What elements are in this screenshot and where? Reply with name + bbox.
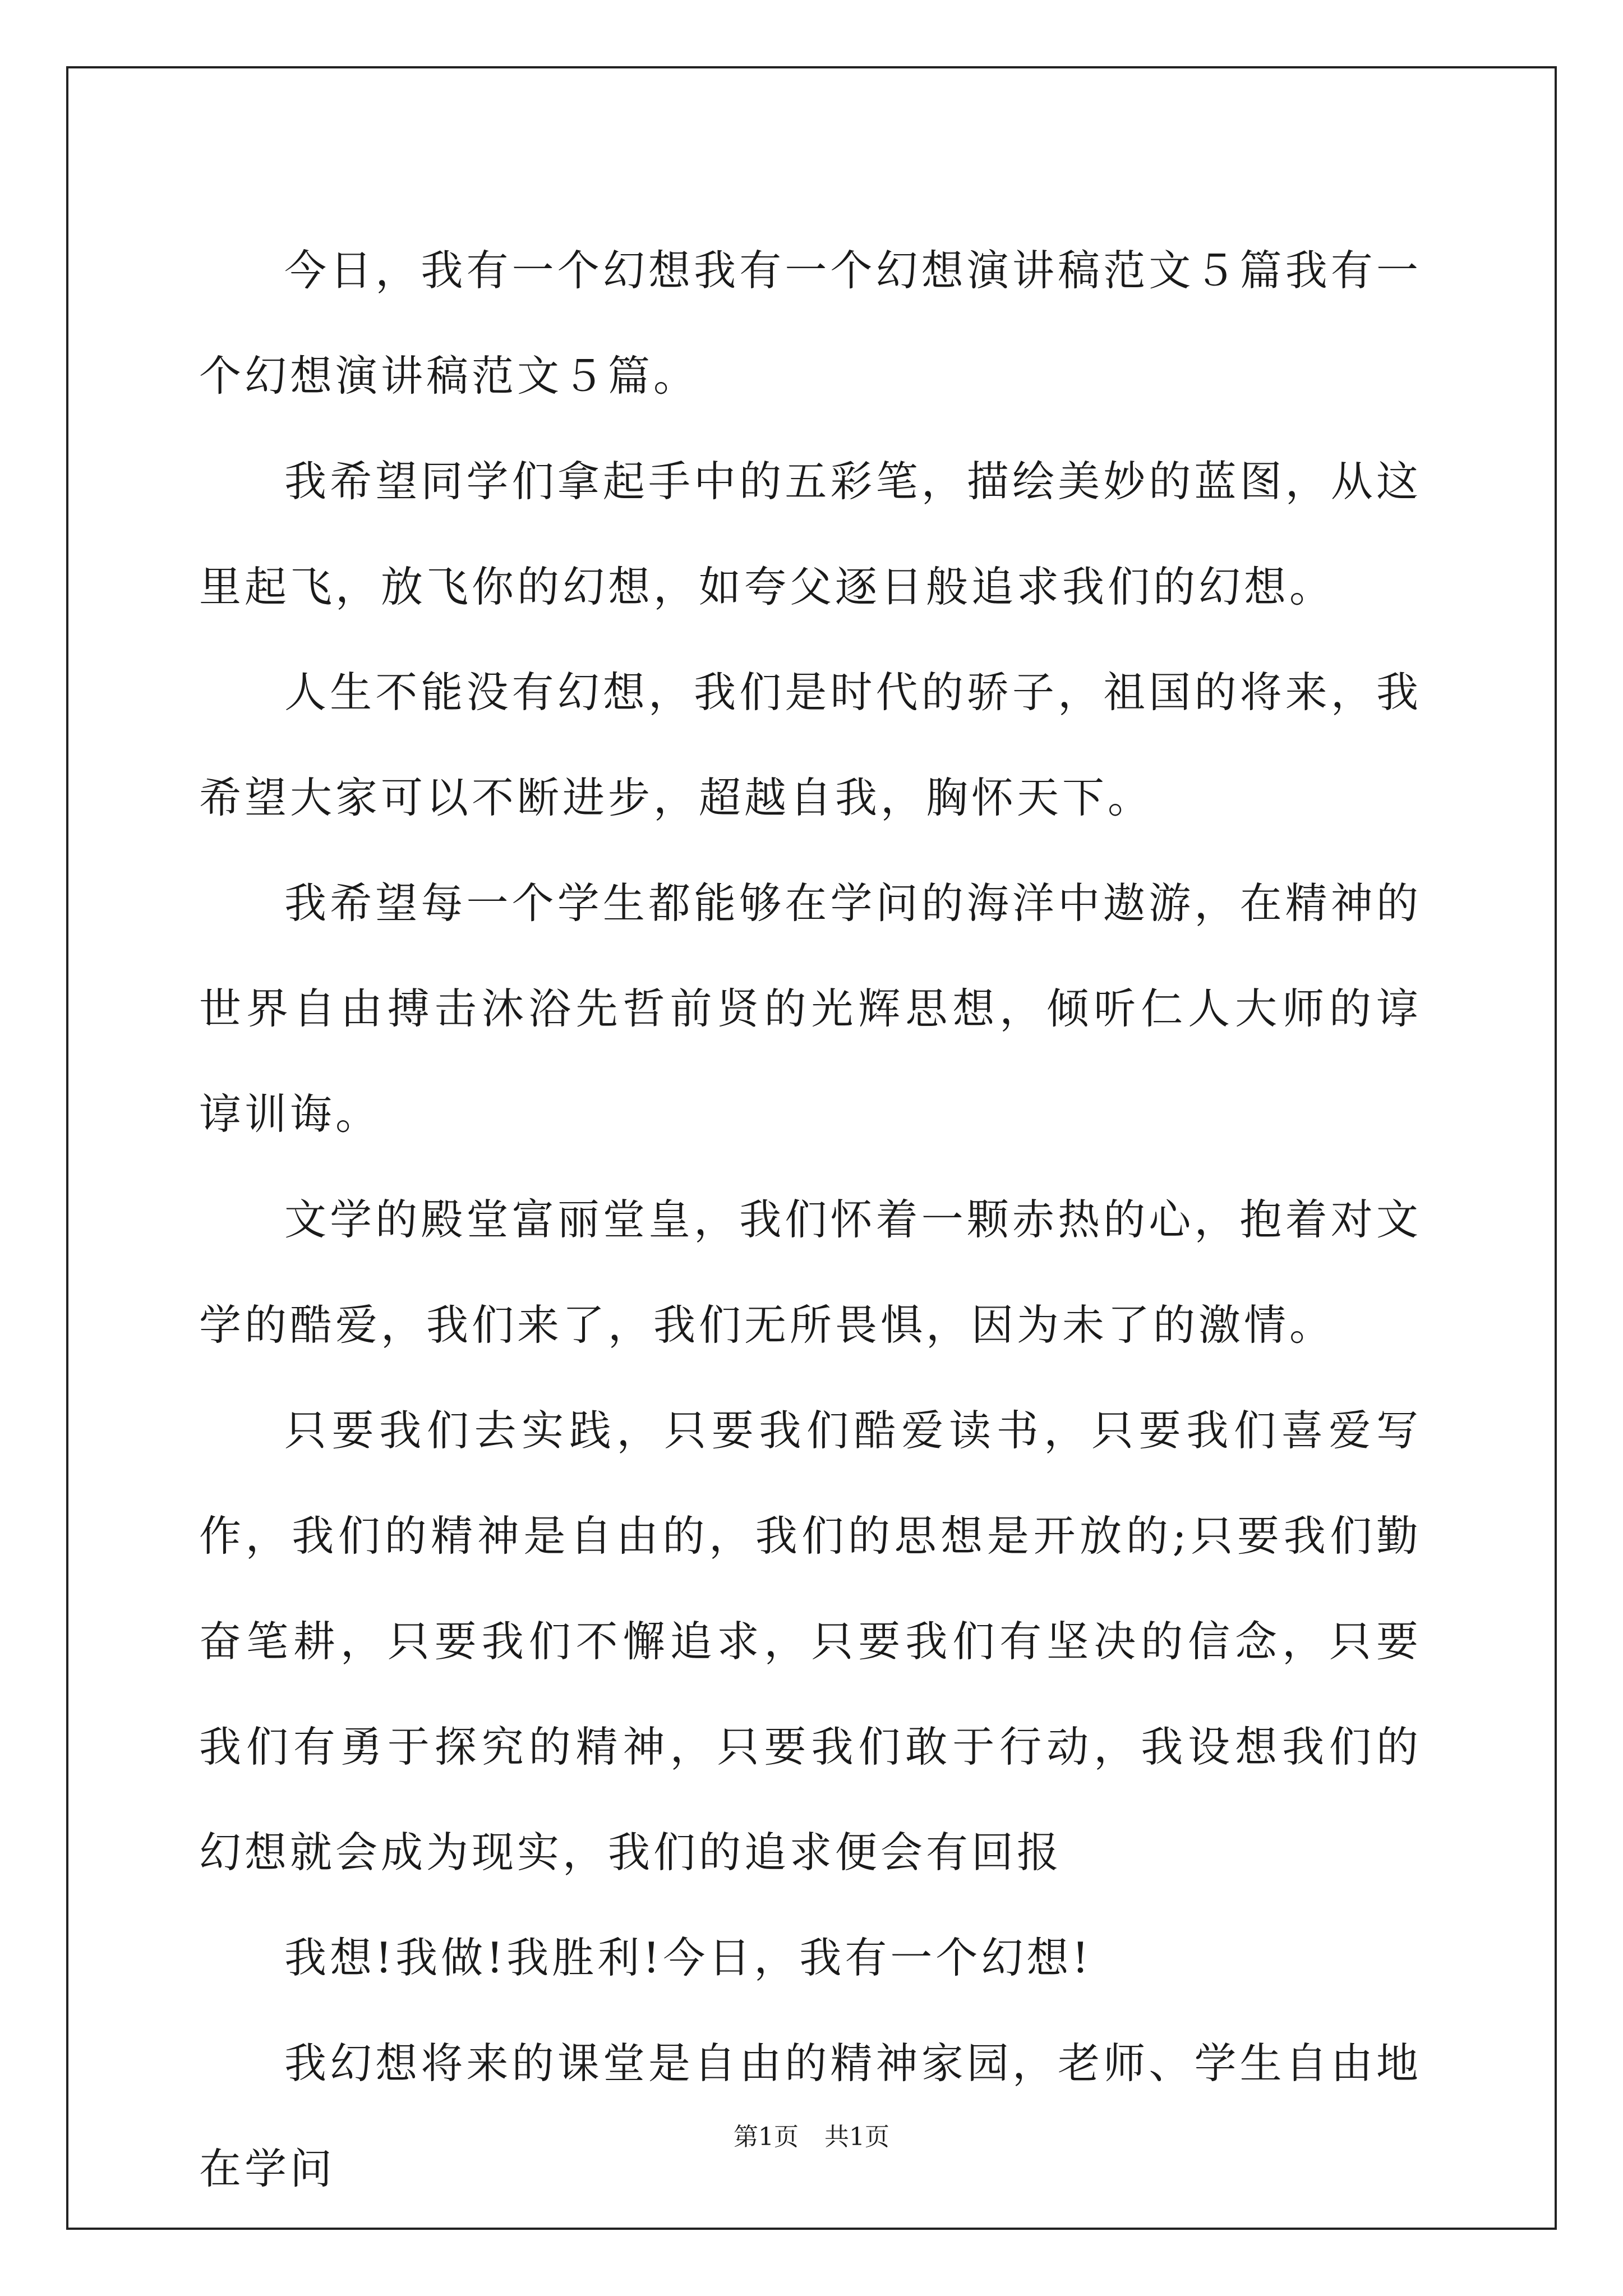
paragraph-4: 我希望每一个学生都能够在学问的海洋中遨游，在精神的世界自由搏击沐浴先哲前贤的光辉思想，倾听仁人大师的谆谆训诲。	[199, 878, 1422, 1139]
paragraph-6: 只要我们去实践，只要我们酷爱读书，只要我们喜爱写作，我们的精神是自由的，我们的思想是开放的;只要我们勤奋笔耕，只要我们不懈追求，只要我们有坚决的信念，只要我们有勇于探究的精神，只要我们敢于行动，我设想我们的幻想就会成为现实，我们的追求便会有回报	[199, 1406, 1422, 1877]
document-body	[199, 218, 1422, 2221]
page-total: 共1页	[824, 2123, 889, 2151]
paragraph-3: 人生不能没有幻想，我们是时代的骄子，祖国的将来，我希望大家可以不断进步，超越自我，胸怀天下。	[199, 668, 1422, 822]
page-footer	[0, 2120, 1623, 2154]
paragraph-5: 文学的殿堂富丽堂皇，我们怀着一颗赤热的心，抱着对文学的酷爱，我们来了，我们无所畏惧，因为未了的激情。	[199, 1195, 1422, 1350]
paragraph-1: 今日，我有一个幻想我有一个幻想演讲稿范文５篇我有一个幻想演讲稿范文５篇。	[199, 246, 1422, 401]
page-number: 第1页	[734, 2123, 799, 2151]
paragraph-2: 我希望同学们拿起手中的五彩笔，描绘美妙的蓝图，从这里起飞，放飞你的幻想，如夸父逐日般追求我们的幻想。	[199, 457, 1422, 611]
paragraph-8: 我幻想将来的课堂是自由的精神家园，老师、学生自由地在学问	[199, 2039, 1422, 2193]
paragraph-7: 我想!我做!我胜利!今日，我有一个幻想!	[284, 1933, 1092, 1982]
